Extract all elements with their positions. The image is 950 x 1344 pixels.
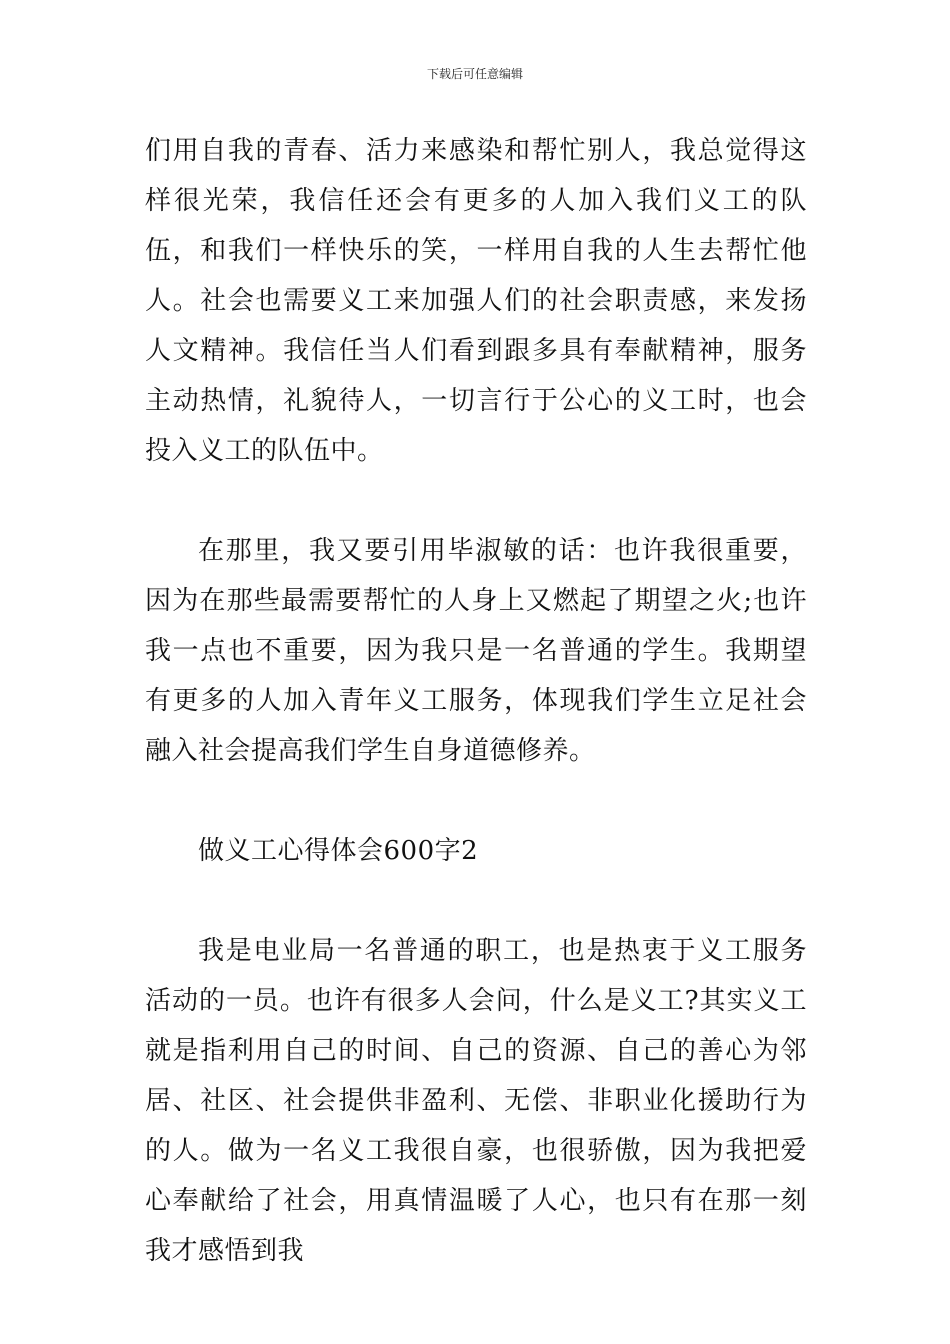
paragraph-quote: 在那里，我又要引用毕淑敏的话：也许我很重要，因为在那些最需要帮忙的人身上又燃起了期望之火;也许我一点也不重要，因为我只是一名普通的学生。我期望有更多的人加入青年义工服务，体现我们学生立足社会融入社会提高我们学生自身道德修养。 — [145, 536, 807, 766]
paragraph-spacer — [145, 476, 807, 526]
paragraph-continuation: 们用自我的青春、活力来感染和帮忙别人，我总觉得这样很光荣，我信任还会有更多的人加入我们义工的队伍，和我们一样快乐的笑，一样用自我的人生去帮忙他人。社会也需要义工来加强人们的社会职责感，来发扬人文精神。我信任当人们看到跟多具有奉献精神，服务主动热情，礼貌待人，一切言行于公心的义工时，也会投入义工的队伍中。 — [145, 136, 807, 466]
section-heading: 做义工心得体会600字2 — [198, 836, 479, 866]
paragraph-volunteer-intro: 我是电业局一名普通的职工，也是热衷于义工服务活动的一员。也许有很多人会问，什么是义工?其实义工就是指利用自己的时间、自己的资源、自己的善心为邻居、社区、社会提供非盈利、无偿、非职业化援助行为的人。做为一名义工我很自豪，也很骄傲，因为我把爱心奉献给了社会，用真情温暖了人心，也只有在那一刻我才感悟到我 — [145, 936, 807, 1266]
page-header: 下载后可任意编辑 — [426, 67, 523, 81]
paragraph-spacer — [145, 876, 807, 926]
paragraph-spacer — [145, 776, 807, 826]
document-body — [145, 126, 807, 1276]
